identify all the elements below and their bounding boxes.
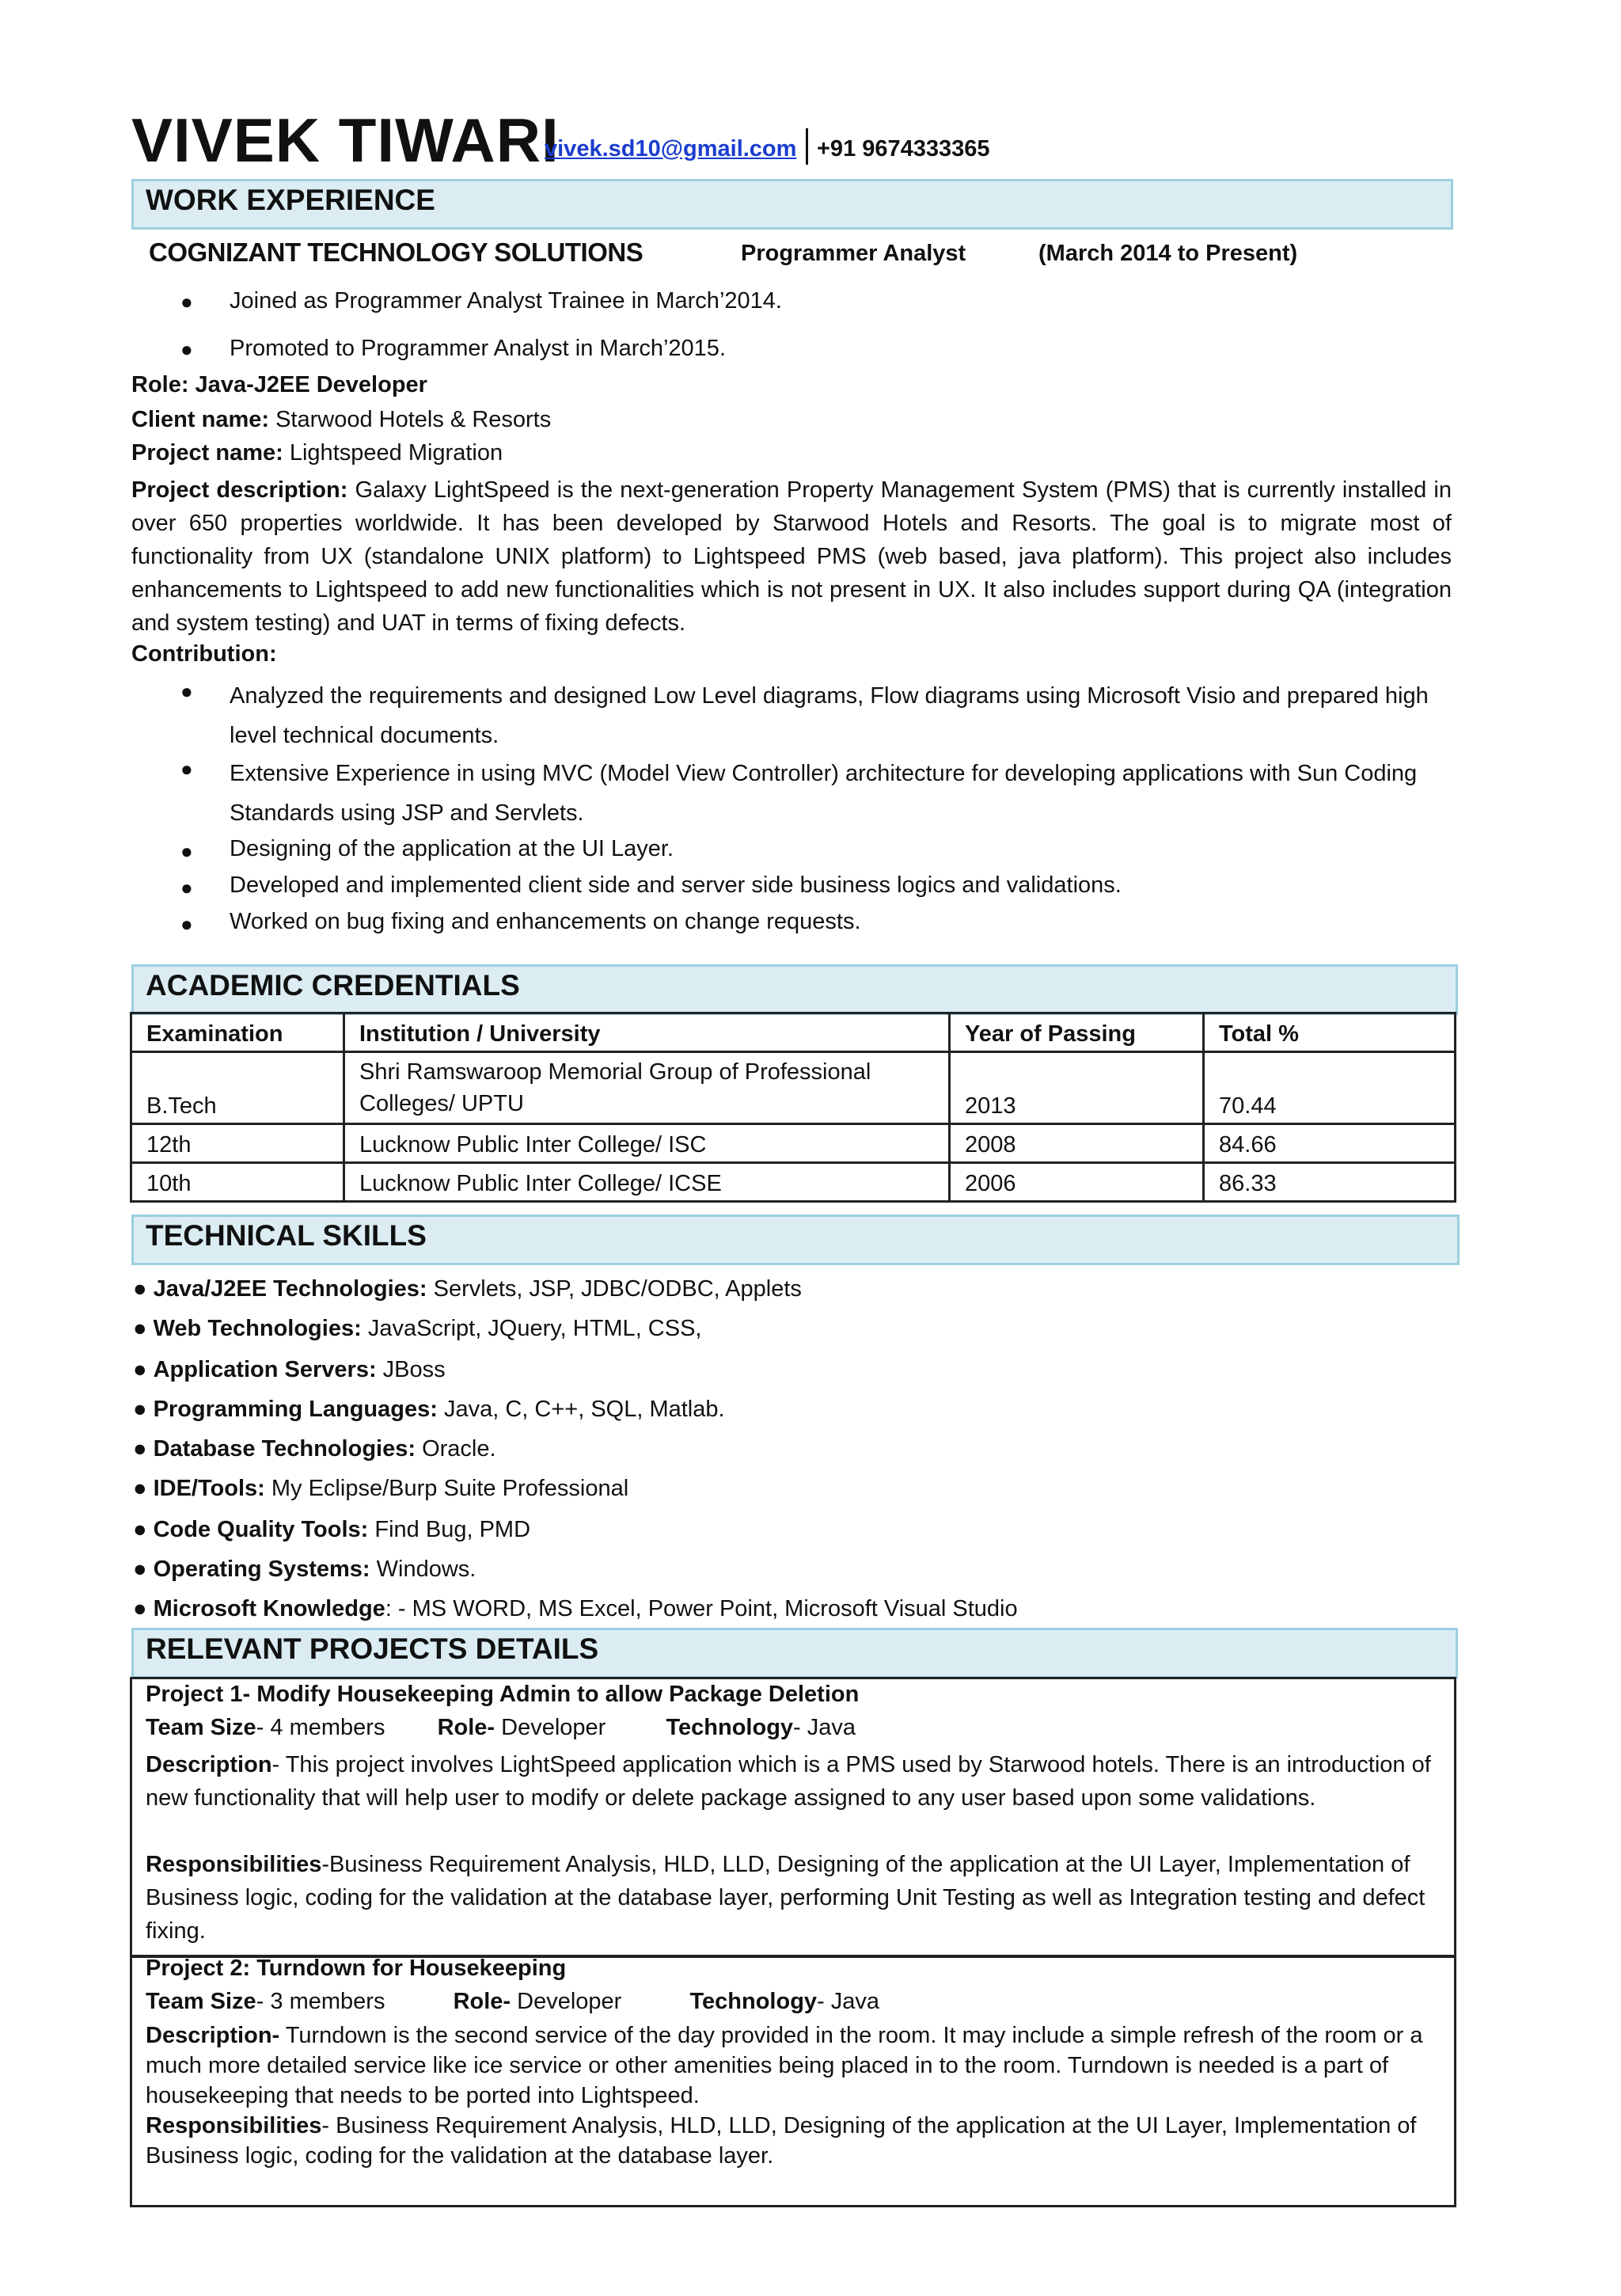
table-cell: 86.33 <box>1204 1163 1456 1202</box>
bullet-dot: ● <box>133 1316 154 1341</box>
skill-value: Windows. <box>376 1557 476 1582</box>
bullet-dot: ● <box>180 757 193 781</box>
skill-value: Servlets, JSP, JDBC/ODBC, Applets <box>433 1276 802 1302</box>
skill-line <box>133 1397 725 1423</box>
technology-value: - Java <box>793 1715 856 1740</box>
bullet-dot: ● <box>180 679 193 703</box>
skill-line <box>133 1276 802 1302</box>
academic-section-title: ACADEMIC CREDENTIALS <box>146 969 520 1002</box>
role-value: Developer <box>517 1989 622 2014</box>
project-2-description <box>146 2020 1444 2111</box>
description-label: Project description: <box>131 477 348 503</box>
skill-label: Application Servers: <box>153 1357 377 1382</box>
table-cell: Lucknow Public Inter College/ ICSE <box>344 1163 950 1202</box>
skill-label: Database Technologies: <box>153 1436 416 1462</box>
work-bullet: Joined as Programmer Analyst Trainee in March’2014. <box>230 288 782 314</box>
description-label: Description- <box>146 2023 280 2048</box>
project-title-bold: Project 2: Turndown for Housekeeping <box>146 1956 567 1981</box>
description-value: Turndown is the second service of the day provided in the room. It may include a simple refresh of the room or a much more detailed service like ice service or other amenities being placed in to the room. Turndown is needed is a part of housekeeping that needs to be ported into Lightspeed. <box>146 2023 1423 2108</box>
project-2-title <box>146 1956 566 1982</box>
skill-line <box>133 1557 476 1583</box>
project-2-meta <box>146 1989 879 2015</box>
email-link[interactable]: vivek.sd10@gmail.com <box>545 136 797 162</box>
technology-label: Technology <box>666 1715 794 1740</box>
bullet-dot: ● <box>133 1517 154 1542</box>
bullet-dot: ● <box>133 1476 154 1501</box>
table-row <box>131 1163 1456 1202</box>
skills-section-title: TECHNICAL SKILLS <box>146 1219 427 1252</box>
work-section-title: WORK EXPERIENCE <box>146 184 435 216</box>
skill-value: JavaScript, JQuery, HTML, CSS, <box>367 1316 702 1341</box>
contribution-item: Extensive Experience in using MVC (Model View Controller) architecture for developing applications with Sun Coding Standards using JSP and Servlets. <box>230 761 1418 826</box>
table-cell: 70.44 <box>1204 1052 1456 1124</box>
col-header: Institution / University <box>344 1013 950 1052</box>
project-line <box>131 440 503 466</box>
skill-label: IDE/Tools: <box>153 1476 265 1501</box>
skill-value: Find Bug, PMD <box>374 1517 531 1542</box>
col-header: Year of Passing <box>950 1013 1204 1052</box>
projects-section-title: RELEVANT PROJECTS DETAILS <box>146 1633 599 1665</box>
skill-line <box>133 1436 496 1462</box>
client-label: Client name: <box>131 407 270 432</box>
description-label: Description <box>146 1752 272 1777</box>
skill-value: JBoss <box>382 1357 446 1382</box>
header-separator <box>806 128 808 165</box>
skill-value: My Eclipse/Burp Suite Professional <box>271 1476 629 1501</box>
project-2-responsibilities <box>146 2111 1444 2171</box>
table-cell: Shri Ramswaroop Memorial Group of Professional Colleges/ UPTU <box>344 1052 950 1124</box>
skill-label: Code Quality Tools: <box>153 1517 369 1542</box>
contribution-item: Worked on bug fixing and enhancements on change requests. <box>230 909 861 934</box>
skill-value: Oracle. <box>422 1436 496 1462</box>
skill-label: Programming Languages: <box>153 1397 438 1422</box>
client-line <box>131 407 551 433</box>
bullet-dot: ● <box>133 1357 154 1382</box>
bullet-dot: ● <box>133 1436 154 1462</box>
bullet-dot: ● <box>133 1276 154 1302</box>
skill-line <box>133 1517 530 1543</box>
table-cell: 2013 <box>950 1052 1204 1124</box>
phone-number: +91 9674333365 <box>817 136 990 162</box>
client-value: Starwood Hotels & Resorts <box>275 407 552 432</box>
project-title-bold: Project 1 <box>146 1682 243 1707</box>
skill-line <box>133 1596 1018 1622</box>
bullet-dot: ● <box>133 1596 154 1621</box>
table-cell: 12th <box>131 1124 344 1163</box>
project-value: Lightspeed Migration <box>289 440 503 466</box>
responsibilities-value: - Business Requirement Analysis, HLD, LLD, Designing of the application at the UI Layer, Implementation of Business logic, coding for the validation at the database layer. <box>146 2113 1417 2169</box>
table-cell: B.Tech <box>131 1052 344 1124</box>
table-cell: Lucknow Public Inter College/ ISC <box>344 1124 950 1163</box>
skill-value: : - MS WORD, MS Excel, Power Point, Microsoft Visual Studio <box>385 1596 1018 1621</box>
project-1-responsibilities <box>146 1848 1444 1948</box>
responsibilities-value: -Business Requirement Analysis, HLD, LLD, Designing of the application at the UI Layer, Implementation of Business logic, coding for the validation at the database layer, performing Unit Testing as well as Integration testing and defect fixing. <box>146 1852 1425 1944</box>
skill-line <box>133 1476 628 1502</box>
col-header: Total % <box>1204 1013 1456 1052</box>
responsibilities-label: Responsibilities <box>146 2113 322 2138</box>
table-header-row <box>131 1013 1456 1052</box>
project-label: Project name: <box>131 440 283 466</box>
table-cell: 2008 <box>950 1124 1204 1163</box>
role-line: Role: Java-J2EE Developer <box>131 372 427 397</box>
team-size-label: Team Size <box>146 1715 256 1740</box>
skill-value: Java, C, C++, SQL, Matlab. <box>443 1397 725 1422</box>
responsibilities-label: Responsibilities <box>146 1852 322 1877</box>
team-size-value: - 4 members <box>256 1715 385 1740</box>
project-1-title <box>146 1682 859 1708</box>
designation: Programmer Analyst <box>741 241 966 266</box>
role-label: Role- <box>453 1989 511 2014</box>
contribution-label: Contribution: <box>131 641 277 667</box>
skill-label: Microsoft Knowledge <box>153 1596 385 1621</box>
table-cell: 10th <box>131 1163 344 1202</box>
role-value: Developer <box>501 1715 606 1740</box>
description-value: - This project involves LightSpeed application which is a PMS used by Starwood hotels. There is an introduction of new functionality that will help user to modify or delete package assigned to any user based upon some validations. <box>146 1752 1431 1811</box>
role-label: Role- <box>437 1715 495 1740</box>
contribution-item: Developed and implemented client side and server side business logics and validations. <box>230 872 1122 898</box>
bullet-dot: ● <box>180 876 193 899</box>
bullet-dot: ● <box>180 912 193 936</box>
company-name: COGNIZANT TECHNOLOGY SOLUTIONS <box>149 238 643 267</box>
skill-label: Web Technologies: <box>153 1316 362 1341</box>
contribution-item: Analyzed the requirements and designed Low Level diagrams, Flow diagrams using Microsoft Visio and prepared high level technical documents. <box>230 683 1429 748</box>
work-period: (March 2014 to Present) <box>1038 241 1298 266</box>
candidate-name: VIVEK TIWARI <box>131 105 560 175</box>
description-value: Galaxy LightSpeed is the next-generation Property Management System (PMS) that is currently installed in over 650 properties worldwide. It has been developed by Starwood Hotels and Resorts. The goal is to migrate most of functionality from UX (standalone UNIX platform) to Lightspeed PMS (web based, java platform). This project also includes enhancements to Lightspeed to add new functionalities which is not present in UX. It also includes support during QA (integration and system testing) and UAT in terms of fixing defects. <box>131 477 1452 636</box>
project-description <box>131 473 1452 640</box>
team-size-label: Team Size <box>146 1989 256 2014</box>
table-row <box>131 1124 1456 1163</box>
col-header: Examination <box>131 1013 344 1052</box>
skill-label: Java/J2EE Technologies: <box>153 1276 427 1302</box>
work-bullet: Promoted to Programmer Analyst in March’2015. <box>230 336 726 361</box>
skill-label: Operating Systems: <box>153 1557 370 1582</box>
bullet-dot: ● <box>133 1557 154 1582</box>
bullet-dot: ● <box>133 1397 154 1422</box>
project-title-rest: - Modify Housekeeping Admin to allow Package Deletion <box>242 1682 860 1707</box>
technology-value: - Java <box>817 1989 880 2014</box>
technology-label: Technology <box>689 1989 818 2014</box>
project-1-description <box>146 1748 1444 1815</box>
contribution-item: Designing of the application at the UI Layer. <box>230 836 674 861</box>
skill-line <box>133 1357 446 1383</box>
table-cell: 2006 <box>950 1163 1204 1202</box>
project-1-meta <box>146 1715 856 1741</box>
bullet-dot: ● <box>180 337 193 361</box>
team-size-value: - 3 members <box>256 1989 385 2014</box>
bullet-dot: ● <box>180 839 193 863</box>
table-cell: 84.66 <box>1204 1124 1456 1163</box>
table-row <box>131 1052 1456 1124</box>
academic-table <box>130 1012 1456 1203</box>
skill-line <box>133 1316 702 1342</box>
bullet-dot: ● <box>180 290 193 314</box>
